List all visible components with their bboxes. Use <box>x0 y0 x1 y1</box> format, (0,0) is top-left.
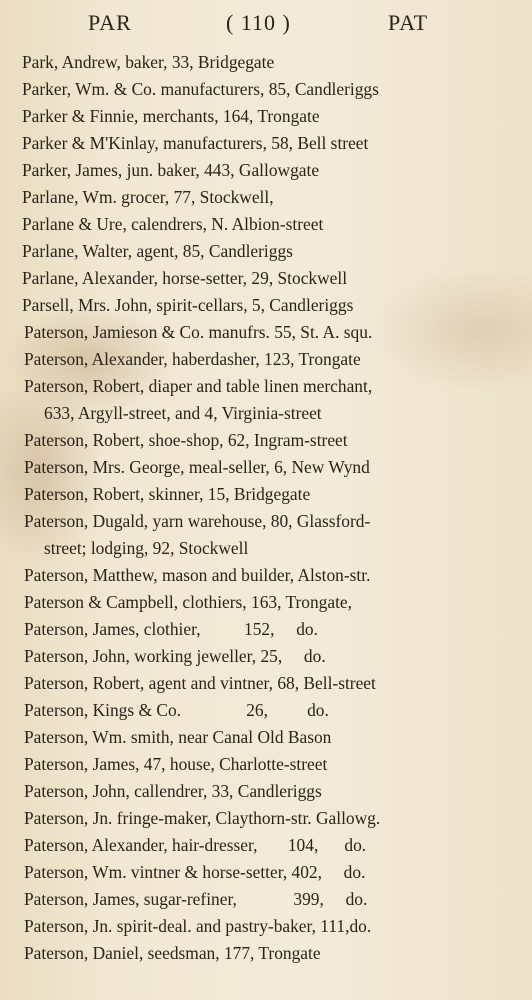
entry-line: Parlane, Walter, agent, 85, Candleriggs <box>22 241 293 261</box>
entry-line: Paterson, Wm. smith, near Canal Old Bason <box>24 727 332 747</box>
entry-line: Paterson, James, clothier, 152, do. <box>24 619 318 639</box>
directory-entries <box>0 49 532 967</box>
entry-line: Parsell, Mrs. John, spirit-cellars, 5, Candleriggs <box>22 295 354 315</box>
entry-line: Parlane, Alexander, horse-setter, 29, Stockwell <box>22 268 348 288</box>
entry-line: Paterson, Robert, agent and vintner, 68, Bell-street <box>24 673 376 693</box>
header-left-guide-word: PAR <box>88 10 132 35</box>
entry-line: Parlane, Wm. grocer, 77, Stockwell, <box>22 187 274 207</box>
entry-line: Paterson, Jn. fringe-maker, Claythorn-str. Gallowg. <box>24 808 381 828</box>
entry-line: Parker & Finnie, merchants, 164, Trongate <box>22 106 320 126</box>
entry-line: Park, Andrew, baker, 33, Bridgegate <box>22 52 275 72</box>
entry-line: Paterson, Jamieson & Co. manufrs. 55, St. A. squ. <box>24 322 373 342</box>
entry-line: Paterson, Robert, diaper and table linen merchant, <box>24 376 373 396</box>
entry-line: Paterson, Jn. spirit-deal. and pastry-baker, 111,do. <box>24 916 372 936</box>
entry-continuation-line: street; lodging, 92, Stockwell <box>44 538 249 558</box>
entry-line: Paterson, Mrs. George, meal-seller, 6, New Wynd <box>24 457 370 477</box>
entry-line: Paterson, Wm. vintner & horse-setter, 402, do. <box>24 862 366 882</box>
entry-line: Paterson & Campbell, clothiers, 163, Trongate, <box>24 592 352 612</box>
entry-line: Paterson, Robert, shoe-shop, 62, Ingram-street <box>24 430 348 450</box>
entry-line: Paterson, John, working jeweller, 25, do. <box>24 646 326 666</box>
page-number: ( 110 ) <box>226 10 291 35</box>
entry-line: Parlane & Ure, calendrers, N. Albion-street <box>22 214 324 234</box>
entry-line: Paterson, John, callendrer, 33, Candleriggs <box>24 781 322 801</box>
entry-line: Paterson, Alexander, haberdasher, 123, Trongate <box>24 349 361 369</box>
entry-line: Paterson, Kings & Co. 26, do. <box>24 700 329 720</box>
entry-line: Paterson, James, 47, house, Charlotte-street <box>24 754 328 774</box>
entry-continuation-line: 633, Argyll-street, and 4, Virginia-street <box>44 403 322 423</box>
entry-line: Paterson, Matthew, mason and builder, Alston-str. <box>24 565 371 585</box>
header-right-guide-word: PAT <box>388 10 429 35</box>
entry-line: Paterson, Daniel, seedsman, 177, Trongate <box>24 943 321 963</box>
entry-line: Parker, James, jun. baker, 443, Gallowgate <box>22 160 320 180</box>
entry-line: Parker, Wm. & Co. manufacturers, 85, Candleriggs <box>22 79 379 99</box>
entry-line: Paterson, Robert, skinner, 15, Bridgegate <box>24 484 311 504</box>
running-header <box>0 10 532 42</box>
entry-line: Parker & M'Kinlay, manufacturers, 58, Bell street <box>22 133 369 153</box>
entry-line: Paterson, Dugald, yarn warehouse, 80, Glassford- <box>24 511 371 531</box>
entry-line: Paterson, James, sugar-refiner, 399, do. <box>24 889 368 909</box>
entry-line: Paterson, Alexander, hair-dresser, 104, do. <box>24 835 367 855</box>
